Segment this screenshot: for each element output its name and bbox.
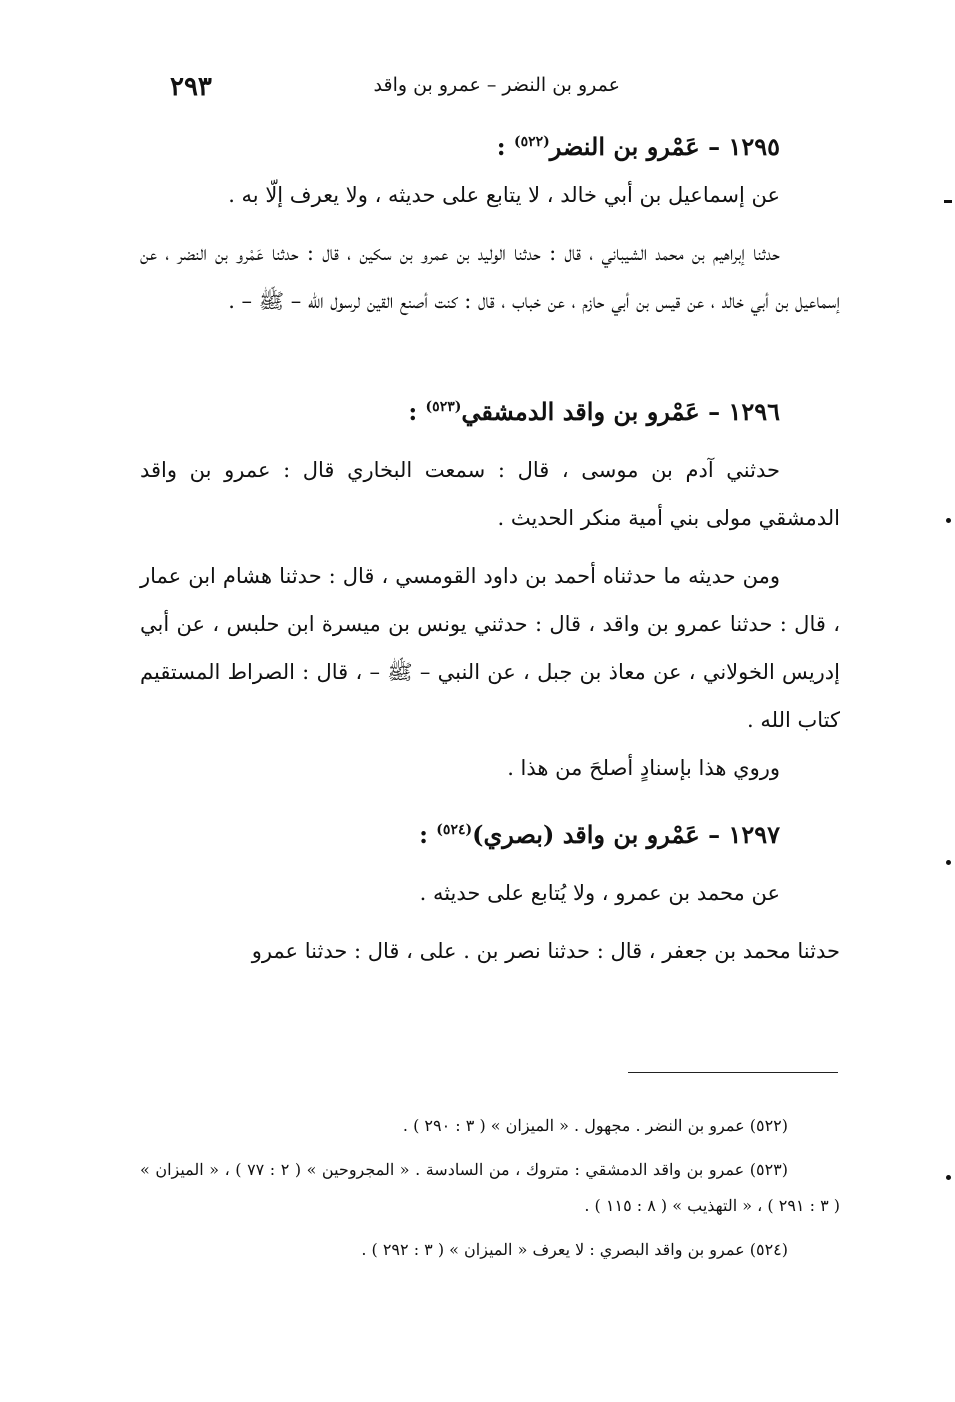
page-body bbox=[140, 118, 840, 975]
entry-heading-1296: ١٢٩٦ – عَمْرو بن واقد الدمشقي$^{(٥٢٣)}$ : bbox=[408, 397, 780, 426]
margin-mark bbox=[946, 1175, 951, 1180]
footnote-ref: (٥٢٤) bbox=[436, 822, 473, 838]
footnotes bbox=[140, 1108, 840, 1276]
entry-paragraph: حدثني آدم بن موسى ، قال : سمعت البخاري قال : عمرو بن واقد الدمشقي مولى بني أمية منكر الحديث . bbox=[140, 458, 840, 530]
entry-heading-1295: ١٢٩٥ – عَمْرو بن النضر$^{(٥٢٢)}$ : bbox=[496, 132, 780, 161]
running-title: عمرو بن النضر – عمرو بن واقد bbox=[373, 74, 620, 96]
entry-number: ١٢٩٥ bbox=[728, 132, 780, 161]
entry-heading-1297: ١٢٩٧ – عَمْرو بن واقد (بصري)$^{(٥٢٤)}$ : bbox=[419, 820, 780, 849]
page-header bbox=[140, 72, 840, 112]
entry-paragraph: وروي هذا بإسنادٍ أصلحَ من هذا . bbox=[507, 756, 780, 780]
entry-name: عَمْرو بن واقد (بصري) bbox=[472, 820, 700, 849]
entry-number: ١٢٩٧ bbox=[728, 820, 780, 849]
footnote-522: (٥٢٢) عمرو بن النضر . مجهول . « الميزان » ( ٣ : ٢٩٠ ) . bbox=[402, 1116, 788, 1135]
margin-mark bbox=[946, 518, 951, 523]
entry-paragraph: ومن حديثه ما حدثناه أحمد بن داود القومسي ، قال : حدثنا هشام ابن عمار ، قال : حدثنا عمرو بن واقد ، قال : حدثني يونس بن ميسرة ابن حلبس ، عن أبي إدريس الخولاني ، عن معاذ بن جبل ، عن النبي – ﷺ – ، قال : الصراط المستقيم كتاب الله . bbox=[140, 564, 840, 732]
page-number: ٢٩٣ bbox=[170, 72, 212, 102]
entry-name: عَمْرو بن واقد الدمشقي bbox=[461, 397, 700, 426]
entry-number: ١٢٩٦ bbox=[728, 397, 780, 426]
entry-paragraph: حدثنا إبراهيم بن محمد الشيباني ، قال : حدثنا الوليد بن عمرو بن سكين ، قال : حدثنا عَمْرو بن النضر ، عن إسماعيل بن أبي خالد ، عن قيس بن أبي حازم ، عن خباب ، قال : كنت أصنع القين لرسول الله – ﷺ – . bbox=[140, 241, 840, 313]
footnote-divider bbox=[628, 1072, 838, 1073]
footnote-ref: (٥٢٢) bbox=[513, 134, 550, 150]
footnote-ref: (٥٢٣) bbox=[425, 399, 462, 415]
footnote-523: (٥٢٣) عمرو بن واقد الدمشقي : متروك ، من السادسة . « المجروحين » ( ٢ : ٧٧ ) ، « الميزان » ( ٣ : ٢٩١ ) ، « التهذيب » ( ٨ : ١١٥ ) . bbox=[140, 1160, 840, 1215]
margin-mark bbox=[944, 200, 952, 203]
margin-mark bbox=[946, 860, 951, 865]
entry-name: عَمْرو بن النضر bbox=[549, 132, 700, 161]
entry-paragraph: عن إسماعيل بن أبي خالد ، لا يتابع على حديثه ، ولا يعرف إلّا به . bbox=[228, 183, 780, 207]
footnote-524: (٥٢٤) عمرو بن واقد البصري : لا يعرف « الميزان » ( ٣ : ٢٩٢ ) . bbox=[361, 1240, 788, 1259]
entry-paragraph: حدثنا محمد بن جعفر ، قال : حدثنا نصر بن . على ، قال : حدثنا عمرو bbox=[251, 939, 840, 963]
entry-paragraph: عن محمد بن عمرو ، ولا يُتابع على حديثه . bbox=[419, 881, 780, 905]
